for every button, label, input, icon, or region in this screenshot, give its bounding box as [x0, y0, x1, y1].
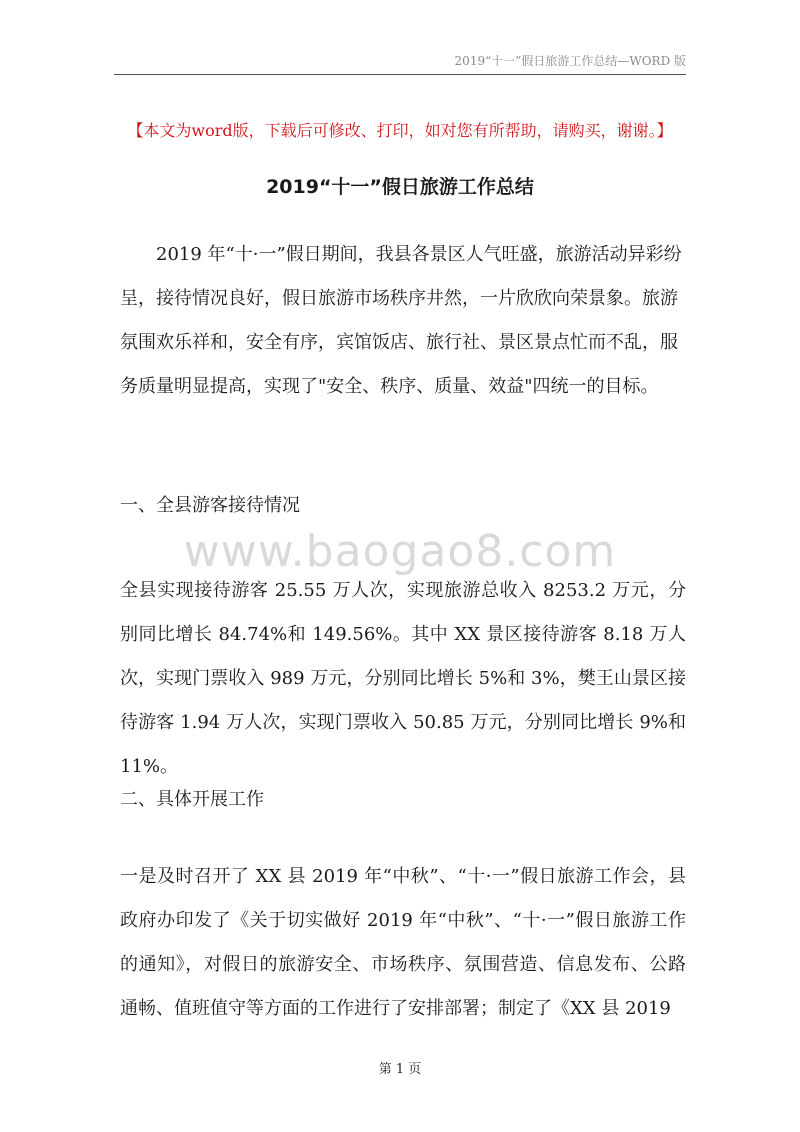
running-header: 2019“十一”假日旅游工作总结—WORD 版 — [454, 54, 686, 68]
section-heading-reception: 一、全县游客接待情况 — [120, 495, 300, 516]
reception-paragraph — [120, 569, 686, 789]
header-divider — [114, 74, 686, 75]
section-heading-work: 二、具体开展工作 — [120, 789, 264, 810]
reception-text: 全县实现接待游客 25.55 万人次，实现旅游总收入 8253.2 万元，分别同比增长 84.74%和 149.56%。其中 XX 景区接待游客 8.18 万人次，实现门票收入 989 万元，分别同比增长 5%和 3%，樊王山景区接待游客 1.94 万人次，实现门票收入 50.85 万元，分别同比增长 9%和 11%。 — [120, 580, 686, 777]
work-paragraph — [120, 855, 686, 1031]
page-number: 第 1 页 — [378, 1062, 422, 1077]
intro-text: 2019 年“十·一”假日期间，我县各景区人气旺盛，旅游活动异彩纷呈，接待情况良好，假日旅游市场秩序井然，一片欣欣向荣景象。旅游氛围欢乐祥和，安全有序，宾馆饭店、旅行社、景区景点忙而不乱，服务质量明显提高，实现了"安全、秩序、质量、效益"四统一的目标。 — [120, 244, 682, 397]
work-text: 一是及时召开了 XX 县 2019 年“中秋”、“十·一”假日旅游工作会，县政府办印发了《关于切实做好 2019 年“中秋”、“十·一”假日旅游工作的通知》，对假日的旅游安全、市场秩序、氛围营造、信息发布、公路通畅、值班值守等方面的工作进行了安排部署；制定了《XX 县 2019 — [120, 866, 686, 1019]
intro-paragraph — [120, 233, 686, 409]
document-title: 2019“十一”假日旅游工作总结 — [266, 176, 534, 198]
purchase-notice: 【本文为word版，下载后可修改、打印，如对您有所帮助，请购买，谢谢。】 — [127, 121, 673, 140]
watermark: www.baogao8.com — [183, 526, 617, 577]
